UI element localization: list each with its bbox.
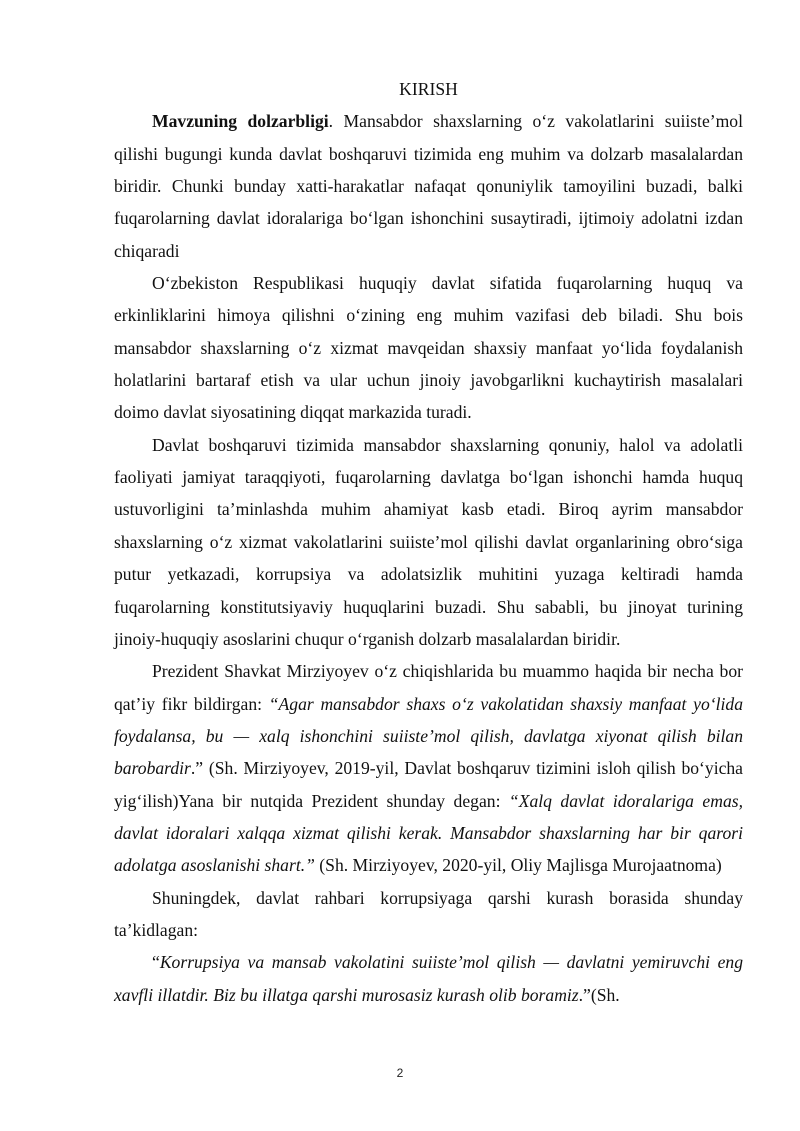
page-number: 2 bbox=[396, 1066, 404, 1080]
relevance-label: Mavzuning dolzarbligi bbox=[152, 111, 329, 132]
paragraph-relevance bbox=[114, 105, 743, 267]
paragraph-president-quotes bbox=[114, 655, 743, 881]
quote-2019-source: .” (Sh. Mirziyoyev, 2019-yil, Davlat boshqaruv tizimini isloh qilish bo‘yicha yig‘ilish)Yana bir nutqida Prezident shunday degan: bbox=[114, 758, 743, 811]
quote-2019: “Agar mansabdor shaxs o‘z vakolatidan shaxsiy manfaat yo‘lida foydalansa, bu — xalq ishonchini suiiste’mol qilish, davlatga xiyonat qilish bilan barobardir bbox=[114, 693, 743, 779]
paragraph-corruption-quote bbox=[114, 946, 743, 1011]
quotes-intro: Prezident Shavkat Mirziyoyev o‘z chiqishlarida bu muammo haqida bir necha bor qat’iy fikr bildirgan: bbox=[114, 661, 743, 714]
quote-open-mark: “ bbox=[152, 952, 160, 973]
corruption-quote: Korrupsiya va mansab vakolatini suiiste’mol qilish — davlatni yemiruvchi eng xavfli illatdir. Biz bu illatga qarshi murosasiz kurash olib boramiz bbox=[114, 952, 743, 1005]
quote-2020: “Xalq davlat idoralariga emas, davlat idoralari xalqqa xizmat qilishi kerak. Mansabdor shaxslarning har bir qarori adolatga asoslanishi shart.” bbox=[114, 790, 743, 876]
relevance-text: . Mansabdor shaxslarning o‘z vakolatlarini suiiste’mol qilishi bugungi kunda davlat boshqaruvi tizimida eng muhim va dolzarb masalalardan biridir. Chunki bunday xatti-harakatlar nafaqat qonuniylik tamoyilini buzadi, balki fuqarolarning davlat idoralariga bo‘lgan ishonchini susaytiradi, ijtimoiy adolatni izdan chiqaradi bbox=[114, 111, 743, 261]
quote-2020-source: (Sh. Mirziyoyev, 2020-yil, Oliy Majlisga Murojaatnoma) bbox=[314, 855, 722, 876]
paragraph-governance: Davlat boshqaruvi tizimida mansabdor shaxslarning qonuniy, halol va adolatli faoliyati jamiyat taraqqiyoti, fuqarolarning davlatga bo‘lgan ishonchi hamda huquq ustuvorligini ta’minlashda muhim ahamiyat kasb etadi. Biroq ayrim mansabdor shaxslarning o‘z xizmat vakolatlarini suiiste’mol qilishi davlat organlarining obro‘siga putur yetkazadi, korrupsiya va adolatsizlik muhitini yuzaga keltiradi hamda fuqarolarning konstitutsiyaviy huquqlarini buzadi. Shu sababli, bu jinoyat turining jinoiy-huquqiy asoslarini chuqur o‘rganish dolzarb masalalardan biridir. bbox=[114, 434, 743, 649]
paragraph-rights: O‘zbekiston Respublikasi huquqiy davlat sifatida fuqarolarning huquq va erkinliklarini himoya qilishni o‘zining eng muhim vazifasi deb biladi. Shu bois mansabdor shaxslarning o‘z xizmat mavqeidan shaxsiy manfaat yo‘lida foydalanish holatlarini bartaraf etish va ular uchun jinoiy javobgarlikni kuchaytirish masalalari doimo davlat siyosatining diqqat markazida turadi. bbox=[114, 273, 743, 423]
page-content bbox=[114, 73, 743, 1011]
section-heading: KIRISH bbox=[399, 79, 458, 99]
quote-close: .”(Sh. bbox=[578, 984, 620, 1005]
paragraph-corruption-intro: Shuningdek, davlat rahbari korrupsiyaga qarshi kurash borasida shunday ta’kidlagan: bbox=[114, 887, 743, 940]
